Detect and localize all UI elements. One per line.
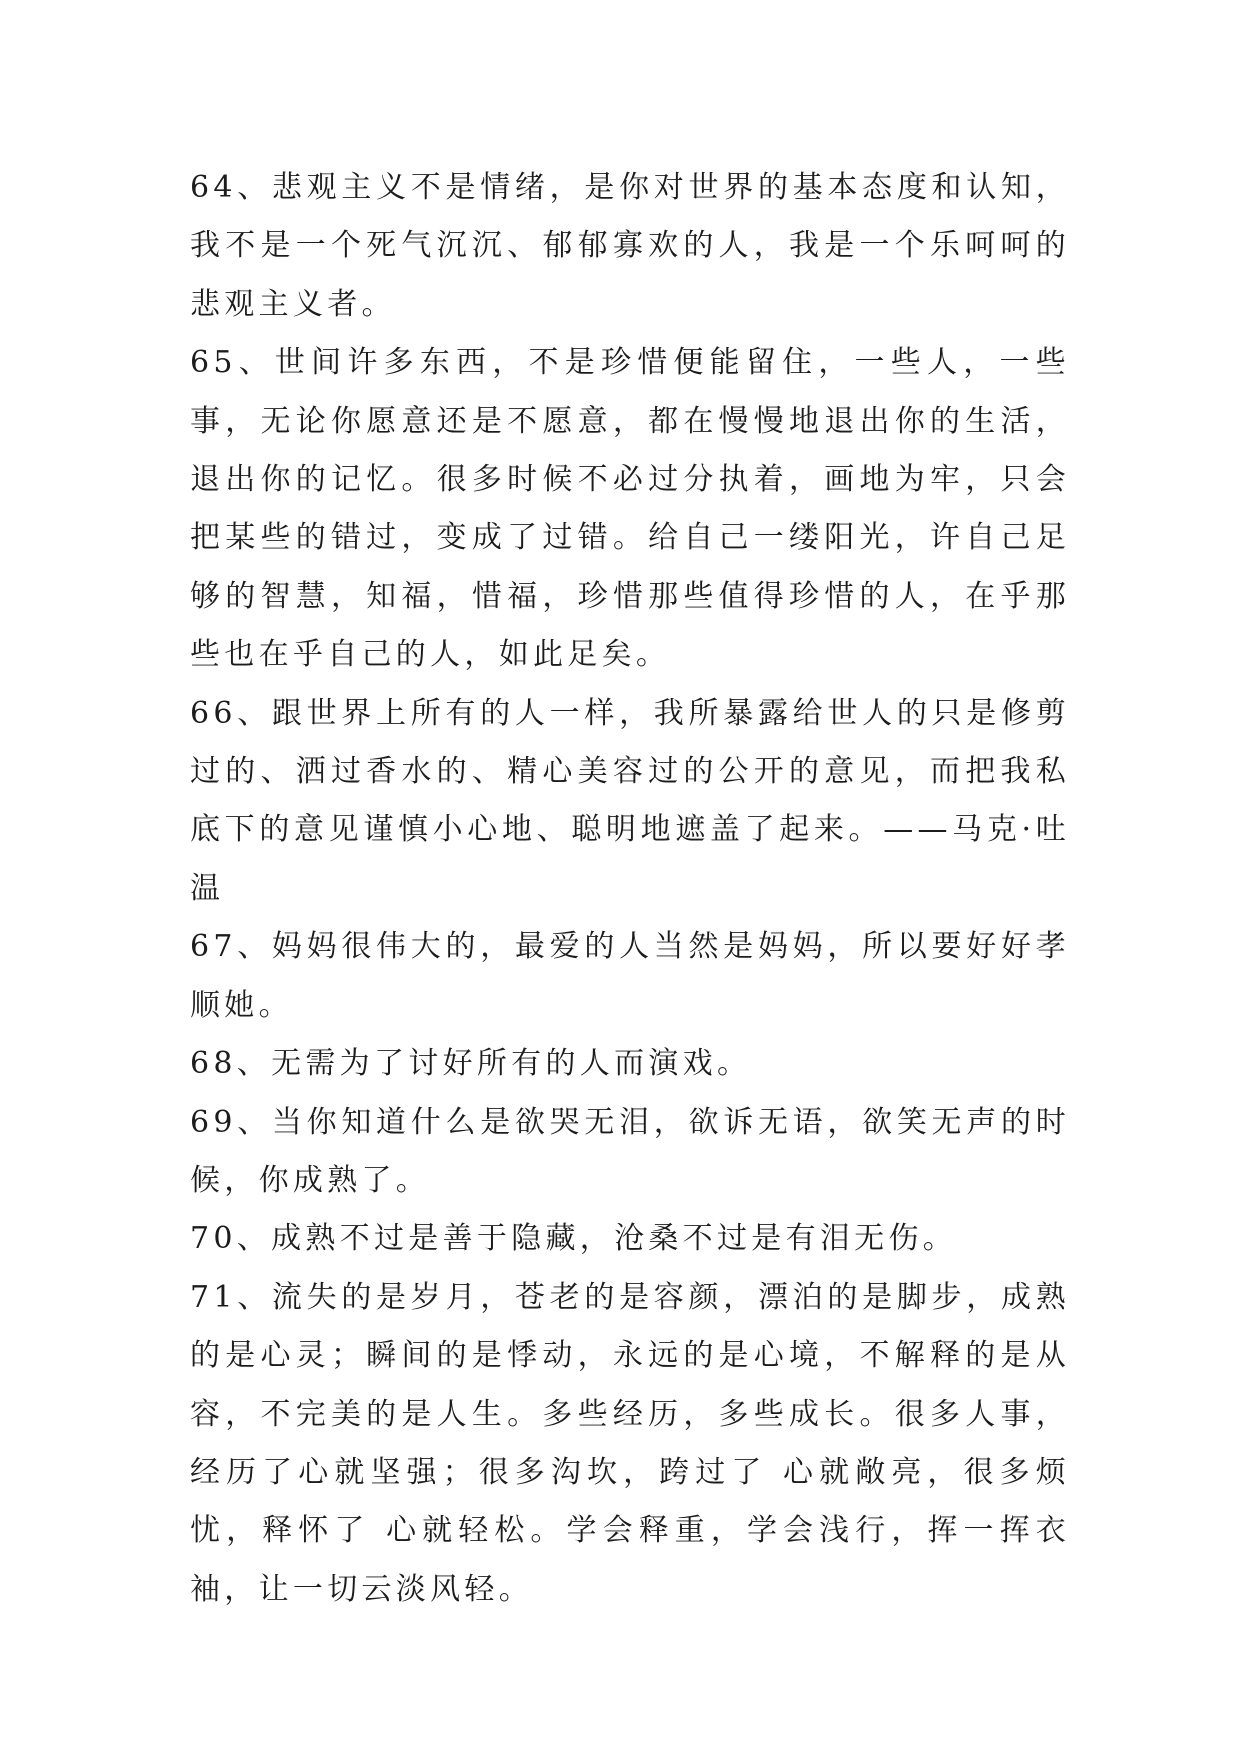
quote-67: 67、妈妈很伟大的，最爱的人当然是妈妈，所以要好好孝顺她。 [190,929,1070,1023]
quote-71: 71、流失的是岁月，苍老的是容颜，漂泊的是脚步，成熟的是心灵；瞬间的是悸动，永远的是心境，不解释的是从容，不完美的是人生。多些经历，多些成长。很多人事，经历了心就坚强；很多沟坎，跨过了 心就敞亮，很多烦忧，释怀了 心就轻松。学会释重，学会浅行，挥一挥衣袖，让一切云淡风轻。 [190,1279,1070,1607]
quote-64: 64、悲观主义不是情绪，是你对世界的基本态度和认知，我不是一个死气沉沉、郁郁寡欢的人，我是一个乐呵呵的悲观主义者。 [190,170,1070,322]
quote-68: 68、无需为了讨好所有的人而演戏。 [190,1046,752,1082]
document-body [190,159,1070,1619]
quote-69: 69、当你知道什么是欲哭无泪，欲诉无语，欲笑无声的时候，你成熟了。 [190,1104,1070,1198]
quote-65: 65、世间许多东西，不是珍惜便能留住，一些人，一些事，无论你愿意还是不愿意，都在慢慢地退出你的生活，退出你的记忆。很多时候不必过分执着，画地为牢，只会把某些的错过，变成了过错。给自己一缕阳光，许自己足够的智慧，知福，惜福，珍惜那些值得珍惜的人，在乎那些也在乎自己的人，如此足矣。 [190,345,1070,673]
quote-70: 70、成熟不过是善于隐藏，沧桑不过是有泪无伤。 [190,1221,958,1257]
quote-66: 66、跟世界上所有的人一样，我所暴露给世人的只是修剪过的、洒过香水的、精心美容过的公开的意见，而把我私底下的意见谨慎小心地、聪明地遮盖了起来。——马克·吐温 [190,695,1070,906]
